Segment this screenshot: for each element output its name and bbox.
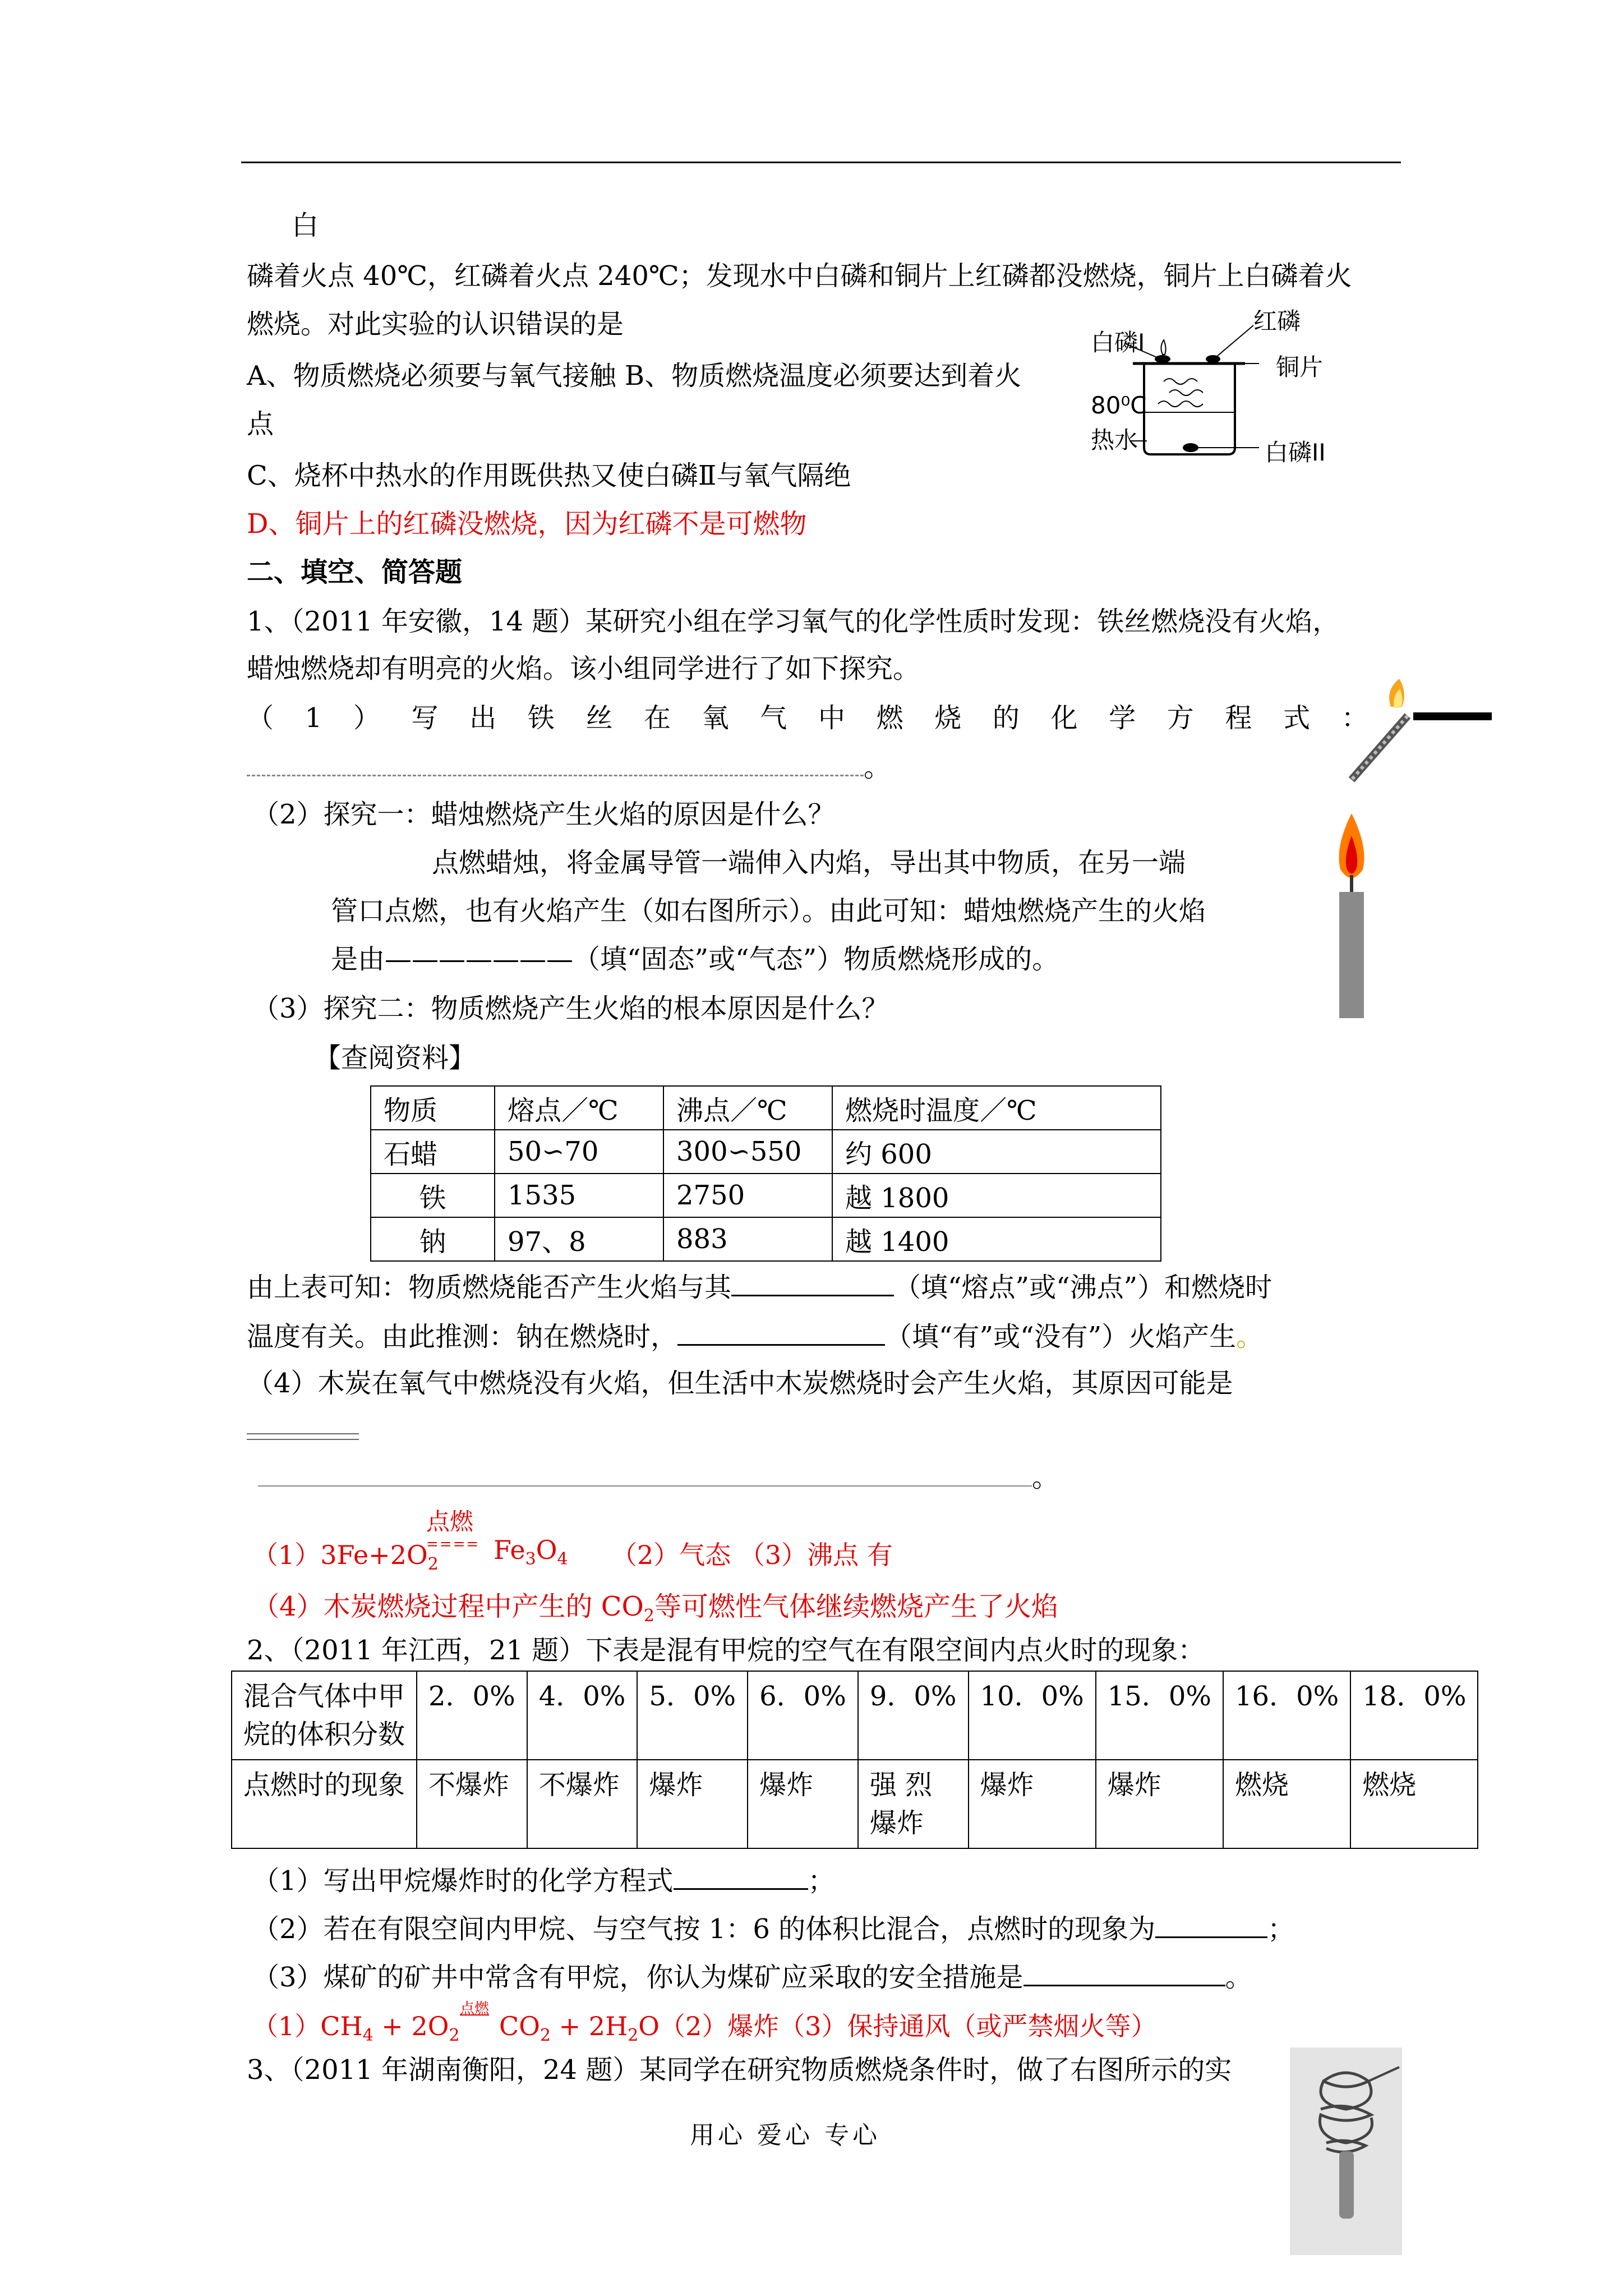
q1-p1-char: 气 [760, 702, 787, 734]
table-cell: 约 600 [832, 1130, 1161, 1174]
text: ； [1267, 1913, 1295, 1945]
table-cell: 18．0% [1350, 1671, 1478, 1760]
q2-part2 [252, 1911, 1294, 1946]
reaction-condition: 点燃 [460, 2000, 490, 2017]
q2-stem: 2、（2011 年江西，21 题）下表是混有甲烷的空气在有限空间内点火时的现象： [247, 1635, 1205, 1666]
q-prev-option-a2: 点 [247, 408, 274, 440]
table-cell: 5．0% [637, 1671, 748, 1760]
text: （2）若在有限空间内甲烷、与空气按 1：6 的体积比混合，点燃时的现象为 [252, 1913, 1156, 1945]
q2-answer [252, 1990, 1318, 2045]
subscript: 4 [557, 1549, 568, 1569]
q1-p1-char: ） [353, 702, 380, 734]
q1-answer-line1 [252, 1503, 1094, 1574]
subscript: 2 [427, 1554, 439, 1574]
q1-p1-char: ： [1341, 702, 1368, 734]
table-cell: 越 1800 [832, 1174, 1161, 1217]
q-prev-line1: 磷着火点 40℃，红磷着火点 240℃；发现水中白磷和铜片上红磷都没燃烧，铜片上白磷着火 [247, 260, 1352, 292]
q2-part1 [252, 1862, 835, 1898]
text: 等可燃性气体继续燃烧产生了火焰 [654, 1591, 1058, 1622]
q1-part3-title: （3）探究二：物质燃烧产生火焰的根本原因是什么？ [252, 993, 889, 1024]
phosphorus-experiment-figure [1091, 303, 1405, 466]
text: ； [808, 1865, 835, 1897]
text: （1）CH [252, 2011, 363, 2041]
text: （4）木炭燃烧过程中产生的 CO [252, 1591, 644, 1622]
properties-table [370, 1085, 1161, 1262]
table-cell: 2．0% [417, 1671, 527, 1760]
text: CO [499, 2011, 540, 2041]
methane-table [231, 1671, 1478, 1849]
text: （1）3Fe+2O [252, 1540, 428, 1570]
q1-p1-char: 中 [818, 702, 845, 734]
reference-title: 【查阅资料】 [314, 1042, 476, 1074]
table-cell: 燃烧 [1350, 1760, 1478, 1848]
answer-blank[interactable] [731, 1269, 894, 1296]
text: O（2）爆炸（3）保持通风（或严禁烟火等） [638, 2011, 1157, 2041]
q1-after-table-2 [247, 1318, 1263, 1354]
table-cell: 10．0% [969, 1671, 1096, 1760]
table-header: 物质 [371, 1086, 495, 1130]
table-cell: 爆炸 [637, 1760, 748, 1848]
table-row-label: 点燃时的现象 [232, 1760, 417, 1848]
label-copper-plate: 铜片 [1276, 353, 1324, 381]
text: 。 [1225, 1962, 1252, 1993]
q1-stem-2: 蜡烛燃烧却有明亮的火焰。该小组同学进行了如下探究。 [247, 653, 920, 684]
reaction-condition: 点燃 [426, 1508, 474, 1535]
q1-p1-char: 燃 [876, 702, 903, 734]
text: 。 [1236, 1321, 1264, 1352]
q1-part2-line3 [331, 942, 1059, 976]
q1-p1-char: 在 [644, 702, 671, 734]
q1-p1-char: 写 [411, 702, 439, 734]
equals-sign: ==== [426, 1536, 480, 1553]
q1-part2-line2: 管口点燃，也有火焰产生（如右图所示）。由此可知：蜡烛燃烧产生的火焰 [331, 895, 1206, 927]
q1-part2-title: （2）探究一：蜡烛燃烧产生火焰的原因是什么？ [252, 799, 835, 830]
q1-part1-line [247, 701, 1368, 735]
answer-blank[interactable] [674, 1862, 808, 1890]
q1-p1-char: 式 [1283, 702, 1311, 734]
table-cell: 15．0% [1096, 1671, 1223, 1760]
table-cell: 不爆炸 [527, 1760, 638, 1848]
q1-answer-line2 [252, 1590, 1058, 1633]
table-cell: 300∽550 [663, 1130, 832, 1174]
q1-p1-char: 1 [305, 702, 322, 734]
answer-blank[interactable] [677, 1318, 885, 1346]
q3-figure [1290, 2047, 1402, 2255]
table-cell: 50∽70 [495, 1130, 663, 1174]
answer-blank[interactable] [258, 1480, 1032, 1487]
text: （1）写出甲烷爆炸时的化学方程式 [252, 1865, 674, 1897]
table-cell: 1535 [495, 1174, 663, 1217]
label-white-phosphorus-2: 白磷II [1265, 439, 1326, 466]
table-header: 沸点／℃ [663, 1086, 832, 1130]
candle-flame-icon [1318, 808, 1385, 1021]
candle-figure [1318, 808, 1385, 1021]
text: 由上表可知：物质燃烧能否产生火焰与其 [247, 1272, 732, 1303]
q2-part3 [252, 1959, 1252, 1994]
iron-wire-figure [1346, 679, 1492, 791]
answer-blank[interactable] [1023, 1959, 1225, 1986]
text: （填“有”或“没有”）火焰产生 [885, 1321, 1237, 1352]
text: 温度有关。由此推测：钠在燃烧时， [247, 1321, 678, 1352]
q1-p1-char: 方 [1166, 702, 1194, 734]
q1-p1-char: 氧 [702, 702, 729, 734]
q1-part4-blank-line [258, 1461, 1059, 1494]
page-footer: 用心 爱心 专心 [690, 2121, 880, 2150]
q-prev-line0: 白 [292, 210, 319, 241]
table-cell: 2750 [663, 1174, 832, 1217]
q-prev-option-d: D、铜片上的红磷没燃烧，因为红磷不是可燃物 [247, 508, 807, 540]
answer-blank[interactable]: ——————— [385, 944, 574, 975]
table-cell: 9．0% [858, 1671, 969, 1760]
text: （填“固态”或“气态”）物质燃烧形成的。 [573, 944, 1059, 975]
q-prev-option-a: A、物质燃烧必须要与氧气接触 B、物质燃烧温度必须要达到着火 [247, 360, 1022, 392]
q1-after-table-1 [247, 1269, 1272, 1304]
text: （3）煤矿的矿井中常含有甲烷，你认为煤矿应采取的安全措施是 [252, 1962, 1023, 1993]
table-cell: 不爆炸 [417, 1760, 527, 1848]
subscript: 2 [643, 1606, 654, 1626]
table-cell: 燃烧 [1223, 1760, 1350, 1848]
q1-stem-1: 1、（2011 年安徽，14 题）某研究小组在学习氧气的化学性质时发现：铁丝燃烧没有火焰， [247, 606, 1340, 637]
period: 。 [864, 752, 891, 783]
subscript: 3 [525, 1549, 536, 1569]
q1-part2-line1: 点燃蜡烛，将金属导管一端伸入内焰，导出其中物质，在另一端 [432, 847, 1186, 878]
q1-part4: （4）木炭在氧气中燃烧没有火焰，但生活中木炭燃烧时会产生火焰，其原因可能是 [247, 1368, 1233, 1399]
table-cell: 爆炸 [748, 1760, 858, 1848]
table-cell: 越 1400 [832, 1217, 1161, 1261]
table-cell: 97、8 [495, 1217, 663, 1261]
text: O [536, 1535, 557, 1565]
q-prev-line2: 燃烧。对此实验的认识错误的是 [247, 309, 624, 340]
text: 是由 [331, 944, 385, 975]
table-header: 燃烧时温度／℃ [832, 1086, 1161, 1130]
table-row-label: 混合气体中甲烷的体积分数 [232, 1671, 417, 1760]
table-cell: 铁 [371, 1174, 495, 1217]
text: （2）气态 （3）沸点 有 [611, 1540, 893, 1570]
table-cell: 爆炸 [1096, 1760, 1223, 1848]
q-prev-option-c: C、烧杯中热水的作用既供热又使白磷Ⅱ与氧气隔绝 [247, 460, 851, 491]
answer-blank-short[interactable] [247, 1433, 359, 1440]
q1-p1-char: 化 [1050, 702, 1078, 734]
subscript: 2 [628, 2026, 639, 2045]
table-cell: 爆炸 [969, 1760, 1096, 1848]
label-red-phosphorus: 红磷 [1253, 307, 1301, 335]
answer-blank[interactable] [1155, 1911, 1267, 1938]
table-cell: 16．0% [1223, 1671, 1350, 1760]
label-white-phosphorus-1: 白磷I [1091, 329, 1145, 356]
subscript: 2 [540, 2026, 551, 2045]
text: （填“熔点”或“沸点”）和燃烧时 [894, 1272, 1272, 1303]
text: Fe [494, 1535, 525, 1565]
q1-p1-char: （ [247, 702, 274, 734]
table-cell: 4．0% [527, 1671, 638, 1760]
table-cell: 6．0% [748, 1671, 858, 1760]
subscript: 4 [362, 2026, 374, 2045]
table-cell: 强 烈爆炸 [858, 1760, 969, 1848]
text: + 2O [373, 2011, 449, 2041]
q1-p1-char: 程 [1225, 702, 1252, 734]
subscript: 2 [449, 2026, 460, 2045]
q1-part1-blank-line [247, 751, 891, 784]
table-header: 熔点／℃ [495, 1086, 663, 1130]
table-cell: 石蜡 [371, 1130, 495, 1174]
table-cell: 钠 [371, 1217, 495, 1261]
table-cell: 883 [663, 1217, 832, 1261]
label-temperature: 80⁰C [1091, 392, 1147, 419]
q1-p1-char: 学 [1109, 702, 1136, 734]
q1-p1-char: 出 [469, 702, 497, 734]
text: + 2H [551, 2011, 628, 2041]
answer-blank[interactable] [247, 769, 864, 776]
label-hot-water: 热水 [1091, 426, 1138, 454]
section-title: 二、填空、简答题 [247, 556, 463, 588]
q3-stem: 3、（2011 年湖南衡阳，24 题）某同学在研究物质燃烧条件时，做了右图所示的实 [247, 2054, 1232, 2086]
coiled-wire-photo-icon [1290, 2047, 1402, 2255]
period: 。 [1032, 1462, 1059, 1493]
q1-p1-char: 烧 [934, 702, 962, 734]
q1-p1-char: 丝 [585, 702, 613, 734]
q1-p1-char: 的 [992, 702, 1020, 734]
iron-wire-burning-icon [1346, 679, 1492, 791]
q1-p1-char: 铁 [527, 702, 555, 734]
header-rule [241, 162, 1401, 163]
